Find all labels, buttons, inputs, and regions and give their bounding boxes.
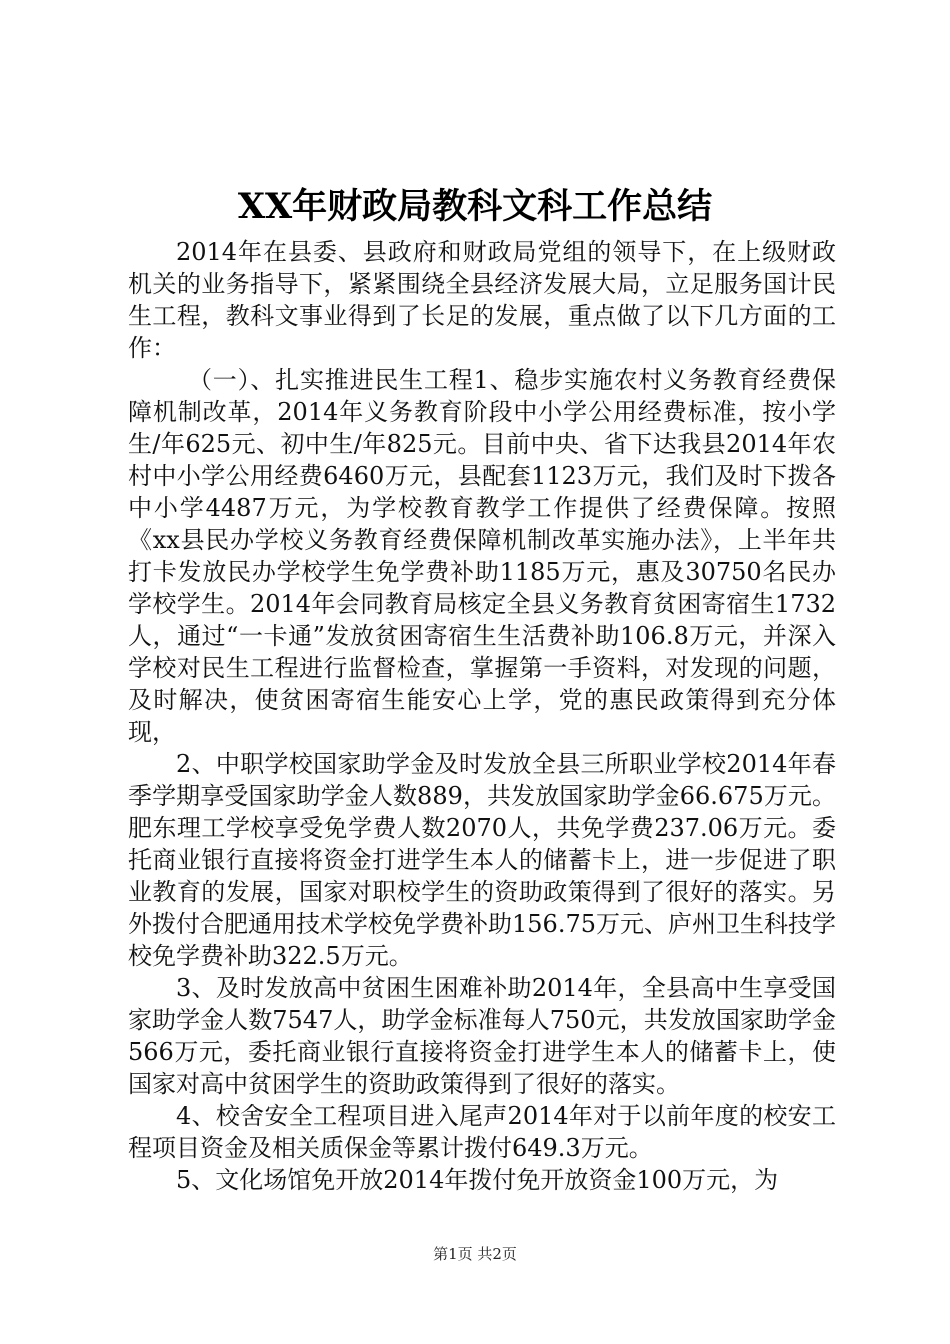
page-footer: 第1页 共2页 <box>433 1245 517 1263</box>
paragraph-section-1: （一）、扎实推进民生工程1、稳步实施农村义务教育经费保障机制改革，2014年义务教育阶段中小学公用经费标准，按小学生/年625元、初中生/年825元。目前中央、省下达我县2014年农村中小学公用经费6460万元，县配套1123万元，我们及时下拨各中小学4487万元，为学校教育教学工作提供了经费保障。按照《xx县民办学校义务教育经费保障机制改革实施办法》，上半年共打卡发放民办学校学生免学费补助1185万元，惠及30750名民办学校学生。2014年会同教育局核定全县义务教育贫困寄宿生1732人，通过“一卡通”发放贫困寄宿生生活费补助106.8万元，并深入学校对民生工程进行监督检查，掌握第一手资料，对发现的问题，及时解决，使贫困寄宿生能安心上学，党的惠民政策得到充分体现， <box>128 366 836 746</box>
document-body <box>128 236 836 1196</box>
paragraph-item-4: 4、校舍安全工程项目进入尾声2014年对于以前年度的校安工程项目资金及相关质保金等累计拨付649.3万元。 <box>128 1102 836 1162</box>
paragraph-item-5: 5、文化场馆免开放2014年拨付免开放资金100万元，为 <box>176 1166 779 1194</box>
paragraph-intro: 2014年在县委、县政府和财政局党组的领导下，在上级财政机关的业务指导下，紧紧围绕全县经济发展大局，立足服务国计民生工程，教科文事业得到了长足的发展，重点做了以下几方面的工作： <box>128 238 836 362</box>
paragraph-item-2: 2、中职学校国家助学金及时发放全县三所职业学校2014年春季学期享受国家助学金人数889，共发放国家助学金66.675万元。肥东理工学校享受免学费人数2070人，共免学费237.06万元。委托商业银行直接将资金打进学生本人的储蓄卡上，进一步促进了职业教育的发展，国家对职校学生的资助政策得到了很好的落实。另外拨付合肥通用技术学校免学费补助156.75万元、庐州卫生科技学校免学费补助322.5万元。 <box>128 750 836 970</box>
document-title: XX年财政局教科文科工作总结 <box>237 186 713 227</box>
paragraph-item-3: 3、及时发放高中贫困生困难补助2014年，全县高中生享受国家助学金人数7547人，助学金标准每人750元，共发放国家助学金566万元，委托商业银行直接将资金打进学生本人的储蓄卡上，使国家对高中贫困学生的资助政策得到了很好的落实。 <box>128 974 836 1098</box>
